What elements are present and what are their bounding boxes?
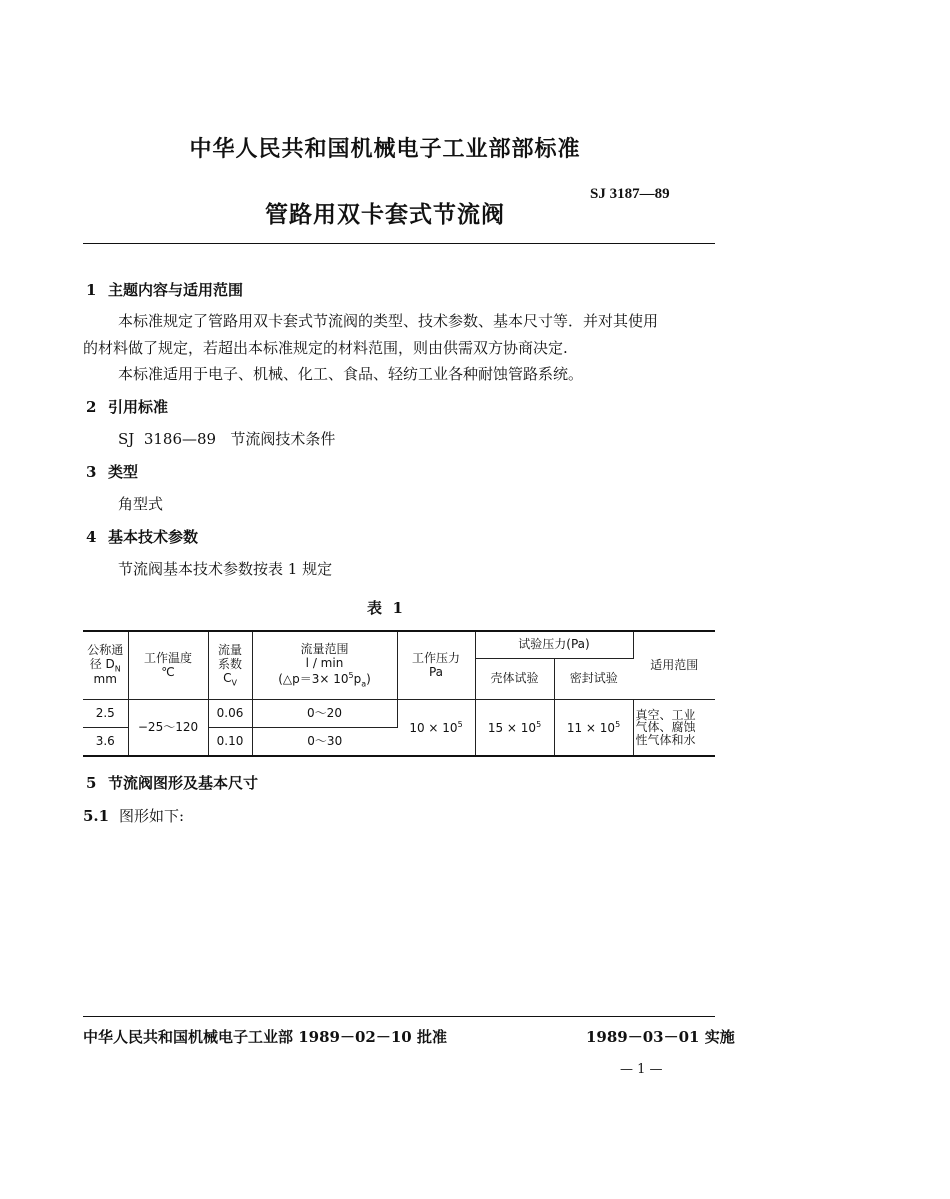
header-flow-range: 流量范围 l / min (△p＝3× $10^5p_a$) xyxy=(252,631,397,700)
table-row xyxy=(83,700,715,728)
cell-flow: 0～20 xyxy=(252,700,397,728)
page-number: — 1 — xyxy=(620,1062,663,1077)
section-title: 主题内容与适用范围 xyxy=(108,281,244,299)
section-number: 2 xyxy=(86,398,97,416)
cell-flow: 0～30 xyxy=(252,728,397,757)
cell-cv: 0.10 xyxy=(208,728,252,757)
section-number: 5.1 xyxy=(83,807,110,825)
effective-date: 1989－03－01 实施 xyxy=(586,1028,735,1046)
cell-diameter: 2.5 xyxy=(83,700,128,728)
section-number: 4 xyxy=(86,528,97,546)
header-working-pressure: 工作压力 Pa xyxy=(397,631,475,700)
header-test-pressure: 试验压力(Pa) xyxy=(475,631,633,659)
section-5-1 xyxy=(83,805,184,826)
header-seal-test: 密封试验 xyxy=(554,659,633,700)
section-title: 引用标准 xyxy=(108,398,169,416)
type-value: 角型式 xyxy=(118,495,164,513)
section-2-heading xyxy=(86,396,168,417)
section-number: 5 xyxy=(86,774,97,792)
approval-note: 中华人民共和国机械电子工业部 1989－02－10 批准 xyxy=(83,1028,447,1046)
ministry-title: 中华人民共和国机械电子工业部部标准 xyxy=(189,136,581,162)
header-flow-coefficient: 流量 系数 $C_V$ xyxy=(208,631,252,700)
footer-rule xyxy=(83,1016,715,1017)
cell-application-scope: 真空、工业 气体、腐蚀 性气体和水 xyxy=(633,700,715,757)
section-number: 3 xyxy=(86,463,97,481)
section-5-heading xyxy=(86,772,258,793)
parameter-table xyxy=(83,630,715,757)
cell-cv: 0.06 xyxy=(208,700,252,728)
section-title: 类型 xyxy=(108,463,139,481)
section-1-heading xyxy=(86,279,243,300)
cell-diameter: 3.6 xyxy=(83,728,128,757)
section-5-1-body: 图形如下: xyxy=(119,807,185,825)
paragraph-1-line-1: 本标准规定了管路用双卡套式节流阀的类型、技术参数、基本尺寸等．并对其使用 xyxy=(118,312,659,330)
section-4-body: 节流阀基本技术参数按表 1 规定 xyxy=(118,560,333,578)
section-3-heading xyxy=(86,461,138,482)
cell-temperature: −25～120 xyxy=(128,700,208,757)
referenced-standard: SJ 3186—89 节流阀技术条件 xyxy=(118,430,336,448)
cell-seal-test: $11 \times 10^5$ xyxy=(554,700,633,757)
document-title: 管路用双卡套式节流阀 xyxy=(265,201,505,228)
section-title: 基本技术参数 xyxy=(108,528,199,546)
section-4-heading xyxy=(86,526,198,547)
section-title: 节流阀图形及基本尺寸 xyxy=(108,774,259,792)
section-number: 1 xyxy=(86,281,97,299)
cell-body-test: $15 \times 10^5$ xyxy=(475,700,554,757)
header-application-scope: 适用范围 xyxy=(633,631,715,700)
paragraph-2: 本标准适用于电子、机械、化工、食品、轻纺工业各种耐蚀管路系统。 xyxy=(118,365,584,383)
cell-working-pressure: $10 \times 10^5$ xyxy=(397,700,475,757)
table-caption: 表 1 xyxy=(367,599,403,617)
standard-code: SJ 3187—89 xyxy=(590,186,670,202)
header-body-test: 壳体试验 xyxy=(475,659,554,700)
header-working-temperature: 工作温度 ℃ xyxy=(128,631,208,700)
header-nominal-diameter: 公称通 径 $D_N$ mm xyxy=(83,631,128,700)
paragraph-1-line-2: 的材料做了规定，若超出本标准规定的材料范围，则由供需双方协商决定. xyxy=(83,339,568,357)
header-rule xyxy=(83,243,715,244)
